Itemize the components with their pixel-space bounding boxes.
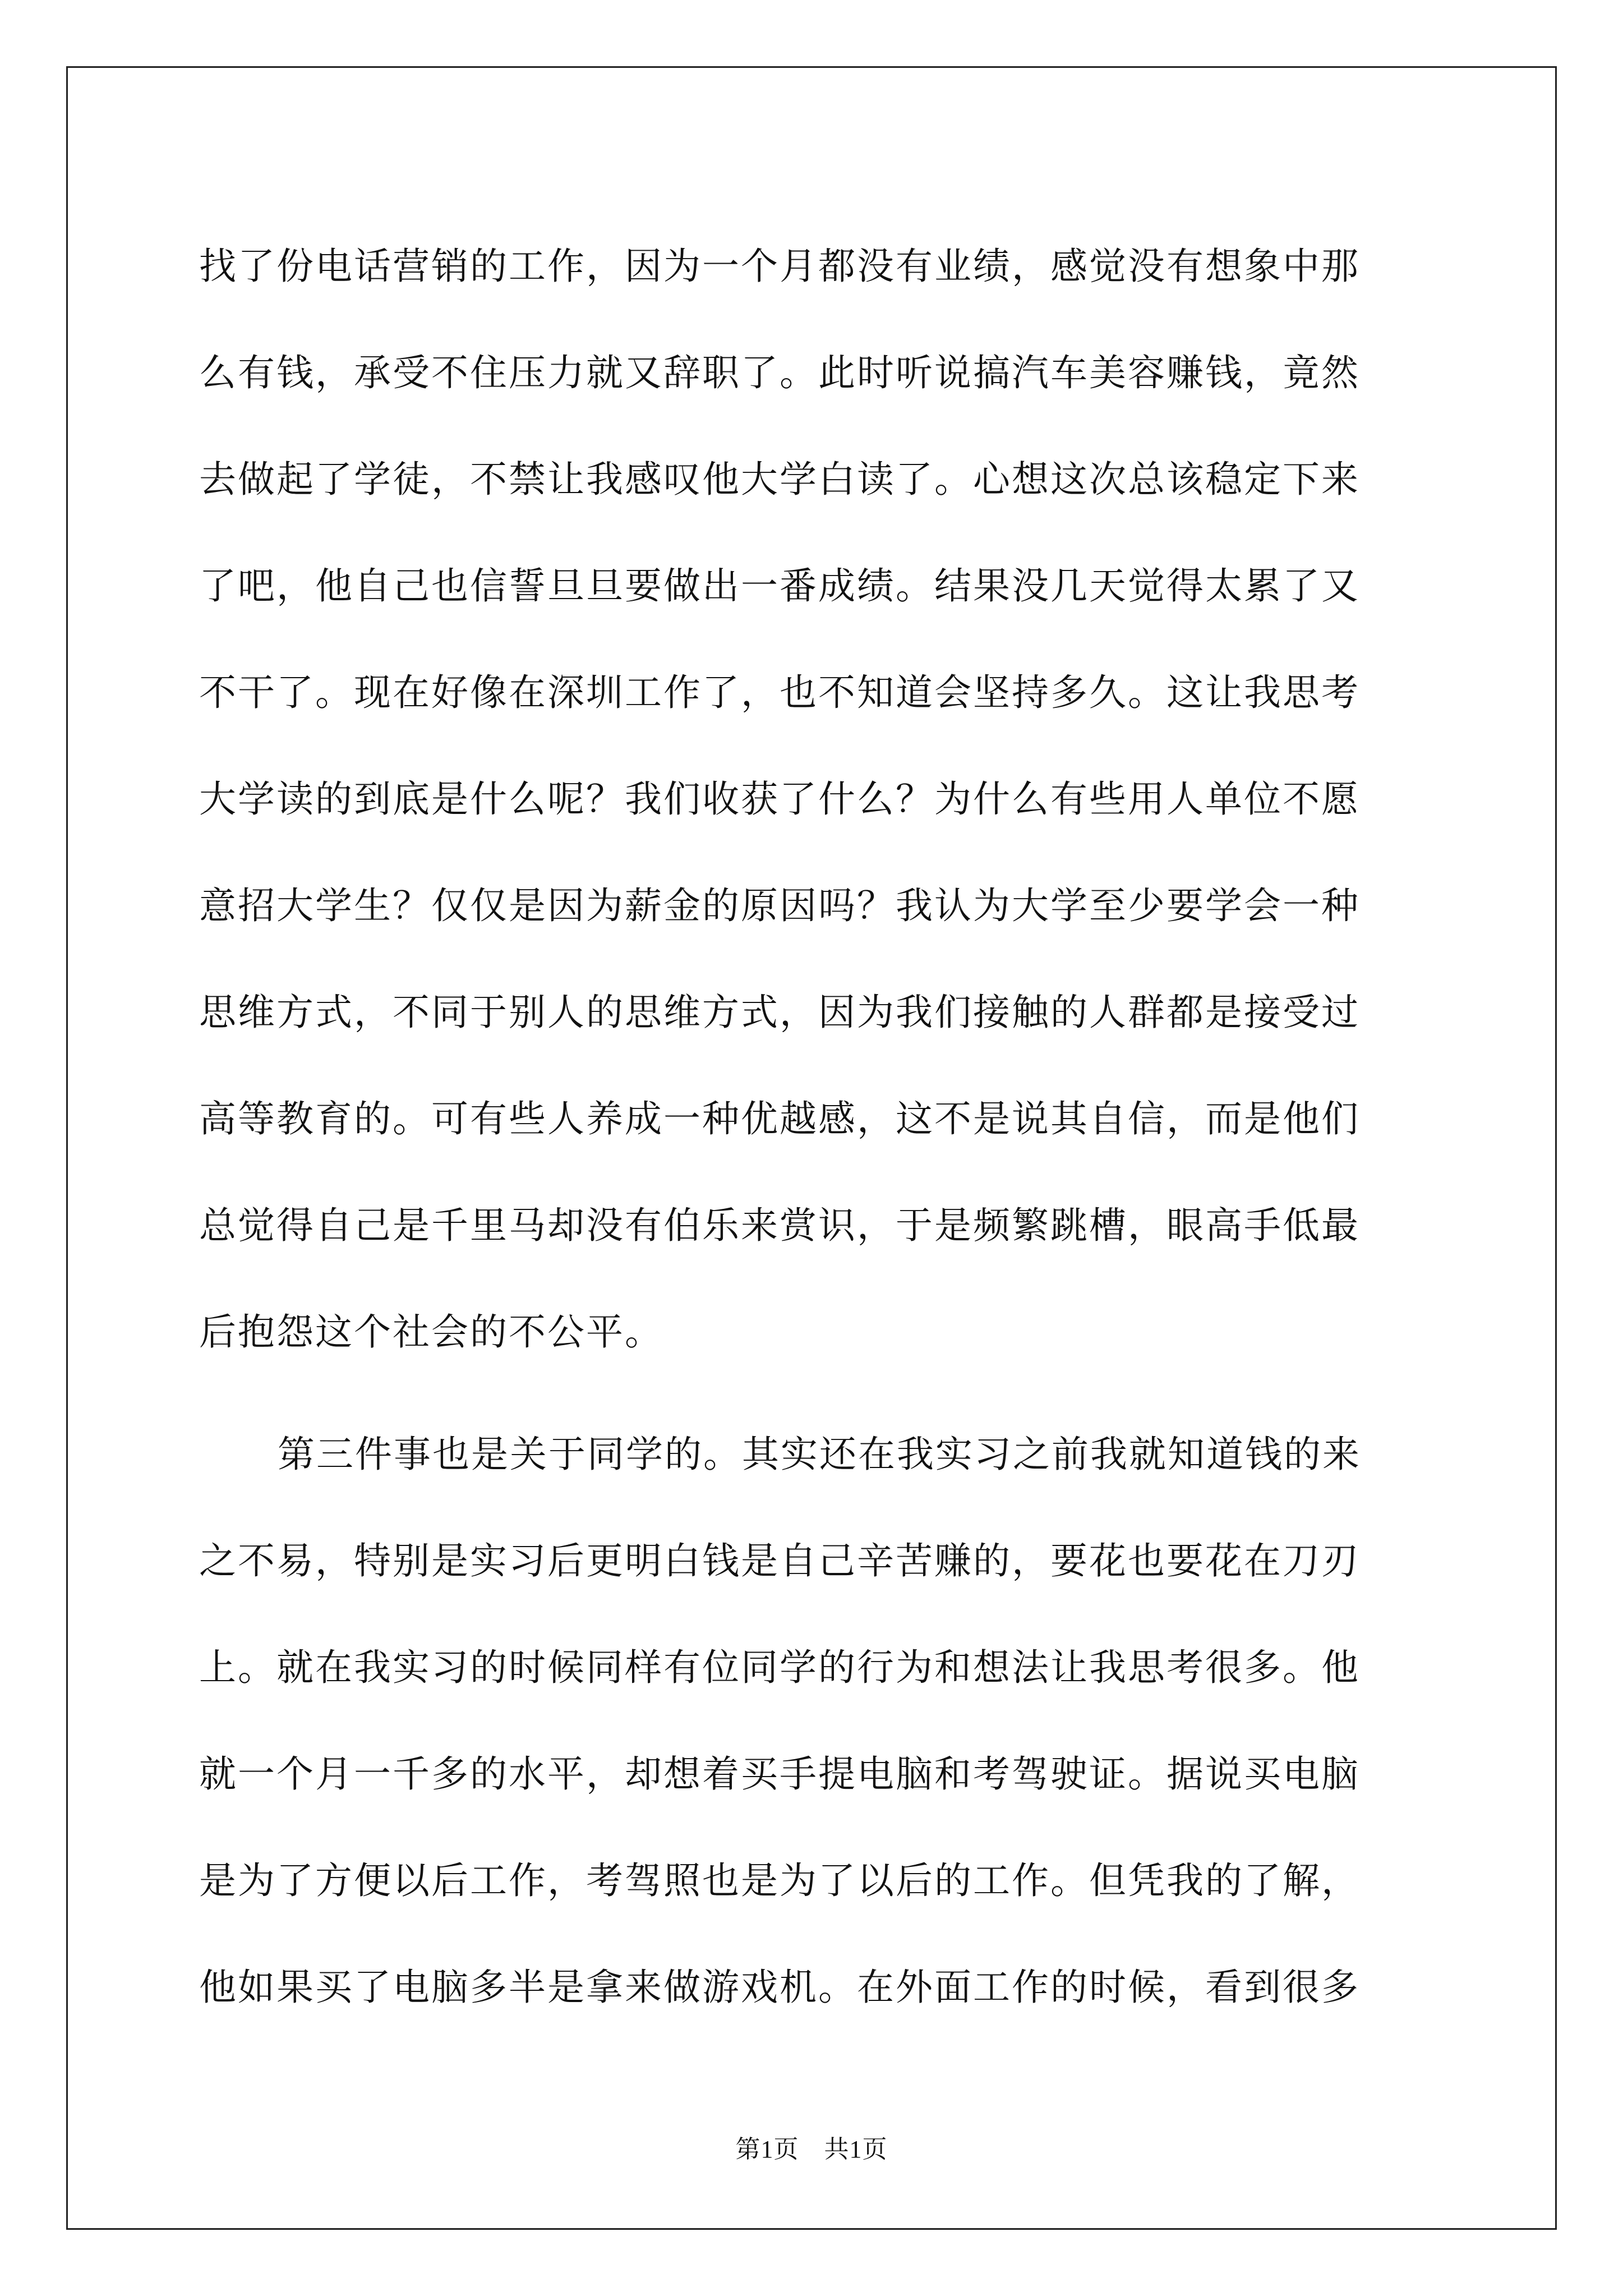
paragraph-line: 找了份电话营销的工作，因为一个月都没有业绩，感觉没有想象中那 bbox=[199, 245, 1360, 288]
page-footer bbox=[0, 2129, 1623, 2165]
paragraph-line: 高等教育的。可有些人养成一种优越感，这不是说其自信，而是他们 bbox=[199, 1097, 1360, 1140]
paragraph-line: 么有钱，承受不住压力就又辞职了。此时听说搞汽车美容赚钱，竟然 bbox=[199, 351, 1360, 394]
paragraph-line: 他如果买了电脑多半是拿来做游戏机。在外面工作的时候，看到很多 bbox=[199, 1966, 1360, 2009]
paragraph-line: 之不易，特别是实习后更明白钱是自己辛苦赚的，要花也要花在刀刃 bbox=[199, 1539, 1360, 1582]
paragraph-line: 第三件事也是关于同学的。其实还在我实习之前我就知道钱的来 bbox=[278, 1433, 1361, 1476]
paragraph-line: 后抱怨这个社会的不公平。 bbox=[199, 1310, 663, 1354]
page-number-label: 第1页 共1页 bbox=[735, 2136, 888, 2163]
paragraph-line: 不干了。现在好像在深圳工作了，也不知道会坚持多久。这让我思考 bbox=[199, 671, 1360, 714]
paragraph-line: 大学读的到底是什么呢？我们收获了什么？为什么有些用人单位不愿 bbox=[199, 777, 1360, 821]
paragraph-line: 意招大学生？仅仅是因为薪金的原因吗？我认为大学至少要学会一种 bbox=[199, 884, 1360, 927]
paragraph-line: 总觉得自己是千里马却没有伯乐来赏识，于是频繁跳槽，眼高手低最 bbox=[199, 1204, 1360, 1247]
paragraph-line: 就一个月一千多的水平，却想着买手提电脑和考驾驶证。据说买电脑 bbox=[199, 1752, 1360, 1796]
paragraph-line: 了吧，他自己也信誓旦旦要做出一番成绩。结果没几天觉得太累了又 bbox=[199, 564, 1360, 608]
paragraph-spacer bbox=[199, 1386, 1433, 1401]
paragraph-line: 是为了方便以后工作，考驾照也是为了以后的工作。但凭我的了解， bbox=[199, 1859, 1360, 1902]
paragraph-line: 思维方式，不同于别人的思维方式，因为我们接触的人群都是接受过 bbox=[199, 991, 1360, 1034]
paragraph-line: 上。就在我实习的时候同样有位同学的行为和想法让我思考很多。他 bbox=[199, 1646, 1360, 1689]
paragraph-line: 去做起了学徒，不禁让我感叹他大学白读了。心想这次总该稳定下来 bbox=[199, 458, 1360, 501]
document-body bbox=[199, 213, 1433, 2041]
